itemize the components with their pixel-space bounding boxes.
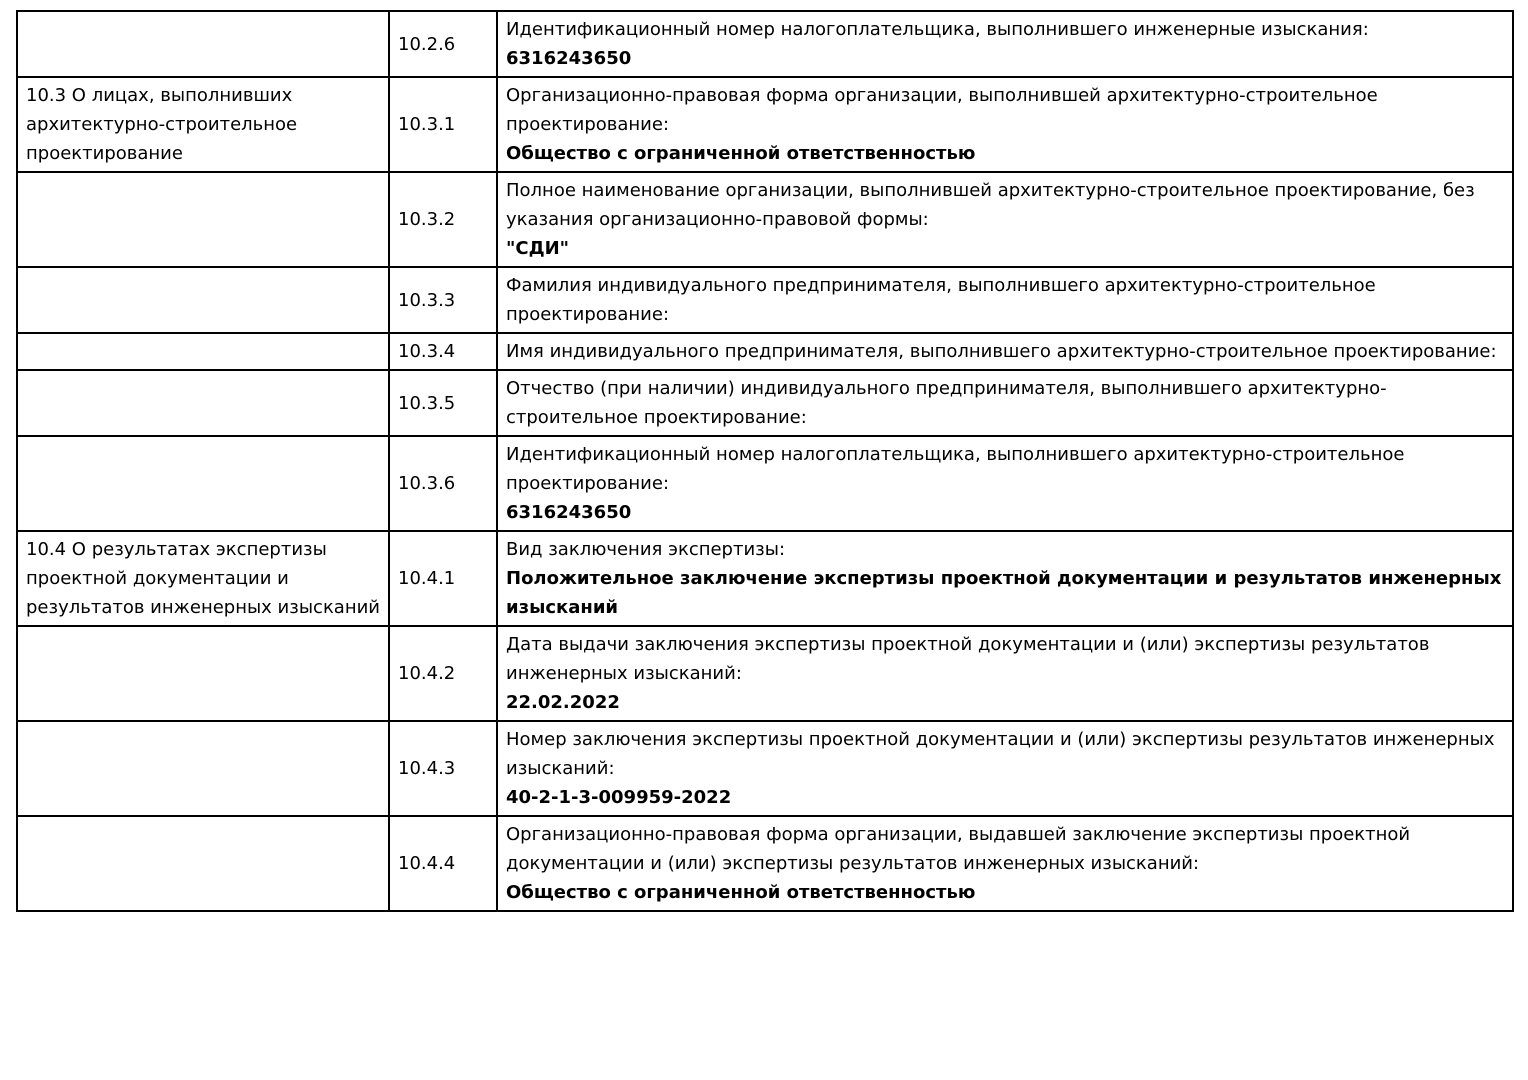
item-code: 10.4.1 xyxy=(398,568,456,589)
content-cell xyxy=(497,370,1513,436)
field-value: 6316243650 xyxy=(506,48,632,69)
content-cell xyxy=(497,11,1513,77)
table-row xyxy=(17,531,1513,626)
item-code: 10.3.6 xyxy=(398,473,456,494)
content-cell xyxy=(497,267,1513,333)
table-row xyxy=(17,11,1513,77)
code-cell xyxy=(389,172,497,267)
field-value: 22.02.2022 xyxy=(506,692,620,713)
code-cell xyxy=(389,333,497,370)
section-cell xyxy=(17,267,389,333)
field-label: Идентификационный номер налогоплательщика, выполнившего архитектурно-строительное проектирование: xyxy=(506,444,1405,494)
code-cell xyxy=(389,436,497,531)
field-label: Организационно-правовая форма организации, выполнившей архитектурно-строительное проектирование: xyxy=(506,85,1378,135)
section-cell xyxy=(17,436,389,531)
code-cell xyxy=(389,816,497,911)
code-cell xyxy=(389,77,497,172)
item-code: 10.4.2 xyxy=(398,663,456,684)
field-value: 6316243650 xyxy=(506,502,632,523)
section-cell xyxy=(17,816,389,911)
code-cell xyxy=(389,531,497,626)
section-cell xyxy=(17,370,389,436)
table-row xyxy=(17,370,1513,436)
content-cell xyxy=(497,721,1513,816)
field-value: "СДИ" xyxy=(506,238,570,259)
item-code: 10.3.1 xyxy=(398,114,456,135)
item-code: 10.3.2 xyxy=(398,209,456,230)
code-cell xyxy=(389,370,497,436)
table-row xyxy=(17,626,1513,721)
field-label: Полное наименование организации, выполнившей архитектурно-строительное проектирование, без указания организационно-правовой формы: xyxy=(506,180,1475,230)
content-cell xyxy=(497,436,1513,531)
item-code: 10.3.3 xyxy=(398,289,456,311)
content-cell xyxy=(497,172,1513,267)
table-row xyxy=(17,721,1513,816)
field-label: Организационно-правовая форма организации, выдавшей заключение экспертизы проектной документации и (или) экспертизы результатов инженерных изысканий: xyxy=(506,824,1411,874)
field-label: Фамилия индивидуального предпринимателя, выполнившего архитектурно-строительное проектирование: xyxy=(506,275,1376,325)
item-code: 10.4.4 xyxy=(398,853,456,874)
field-value: Положительное заключение экспертизы проектной документации и результатов инженерных изысканий xyxy=(506,568,1502,618)
content-cell xyxy=(497,531,1513,626)
table-row xyxy=(17,436,1513,531)
table-row xyxy=(17,333,1513,370)
table-row xyxy=(17,267,1513,333)
field-value: Общество с ограниченной ответственностью xyxy=(506,882,976,903)
code-cell xyxy=(389,721,497,816)
code-cell xyxy=(389,11,497,77)
field-label: Отчество (при наличии) индивидуального предпринимателя, выполнившего архитектурно-строительное проектирование: xyxy=(506,378,1387,428)
section-cell xyxy=(17,721,389,816)
content-cell xyxy=(497,626,1513,721)
section-cell xyxy=(17,626,389,721)
section-cell xyxy=(17,333,389,370)
item-code: 10.4.3 xyxy=(398,758,456,779)
section-cell xyxy=(17,11,389,77)
field-value: 40-2-1-3-009959-2022 xyxy=(506,787,732,808)
table-row xyxy=(17,816,1513,911)
section-title: 10.3 О лицах, выполнивших архитектурно-строительное проектирование xyxy=(26,85,298,164)
field-label: Имя индивидуального предпринимателя, выполнившего архитектурно-строительное проектирование: xyxy=(506,341,1497,362)
content-cell xyxy=(497,333,1513,370)
section-cell xyxy=(17,172,389,267)
field-label: Дата выдачи заключения экспертизы проектной документации и (или) экспертизы результатов инженерных изысканий: xyxy=(506,634,1430,684)
code-cell xyxy=(389,626,497,721)
item-code: 10.3.4 xyxy=(398,341,456,362)
field-label: Вид заключения экспертизы: xyxy=(506,539,786,560)
content-cell xyxy=(497,816,1513,911)
code-cell xyxy=(389,267,497,333)
table-row xyxy=(17,172,1513,267)
section-cell xyxy=(17,531,389,626)
item-code: 10.3.5 xyxy=(398,392,456,414)
item-code: 10.2.6 xyxy=(398,33,456,55)
declaration-table xyxy=(16,10,1514,912)
field-value: Общество с ограниченной ответственностью xyxy=(506,143,976,164)
section-cell xyxy=(17,77,389,172)
section-title: 10.4 О результатах экспертизы проектной документации и результатов инженерных изысканий xyxy=(26,539,381,618)
field-label: Номер заключения экспертизы проектной документации и (или) экспертизы результатов инженерных изысканий: xyxy=(506,729,1495,779)
content-cell xyxy=(497,77,1513,172)
table-row xyxy=(17,77,1513,172)
field-label: Идентификационный номер налогоплательщика, выполнившего инженерные изыскания: xyxy=(506,19,1369,40)
